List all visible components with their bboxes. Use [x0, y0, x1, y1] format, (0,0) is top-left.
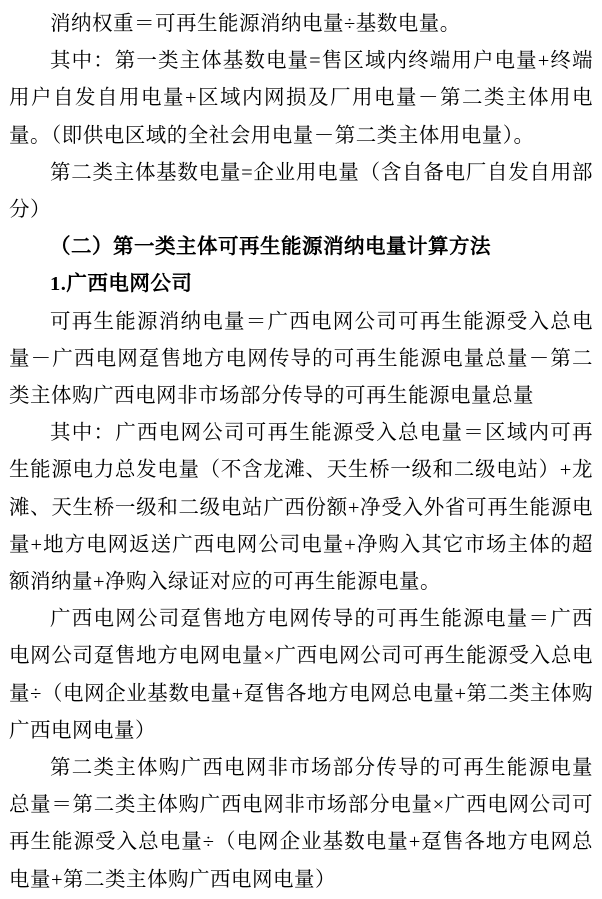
paragraph-class1-base-electricity-formula: 其中：第一类主体基数电量=售区域内终端用户电量+终端用户自发自用电量+区域内网损及厂用电量－第二类主体用电量。（即供电区域的全社会用电量－第二类主体用电量）。 [9, 50, 593, 147]
subsection-heading-guangxi-power-grid: 1.广西电网公司 [50, 273, 193, 296]
section-heading-class1-calculation-method: （二）第一类主体可再生能源消纳电量计算方法 [50, 236, 491, 259]
paragraph-renewable-consumption-formula: 可再生能源消纳电量＝广西电网公司可再生能源受入总电量－广西电网趸售地方电网传导的可再生能源电量总量－第二类主体购广西电网非市场部分传导的可再生能源电量总量 [9, 310, 593, 408]
paragraph-wholesale-local-grid-formula: 广西电网公司趸售地方电网传导的可再生能源电量＝广西电网公司趸售地方电网电量×广西电网公司可再生能源受入总电量÷（电网企业基数电量+趸售各地方电网总电量+第二类主体购广西电网电量） [9, 608, 593, 742]
paragraph-renewable-intake-total-formula: 其中：广西电网公司可再生能源受入总电量＝区域内可再生能源电力总发电量（不含龙滩、天生桥一级和二级电站）+龙滩、天生桥一级和二级电站广西份额+净受入外省可再生能源电量+地方电网返送广西电网公司电量+净购入其它市场主体的超额消纳量+净购入绿证对应的可再生能源电量。 [9, 422, 593, 594]
paragraph-consumption-weight-formula: 消纳权重＝可再生能源消纳电量÷基数电量。 [50, 13, 461, 35]
paragraph-class2-base-electricity-formula: 第二类主体基数电量=企业用电量（含自备电厂自发自用部分） [9, 161, 593, 222]
paragraph-class2-nonmarket-transmitted-formula: 第二类主体购广西电网非市场部分传导的可再生能源电量总量＝第二类主体购广西电网非市场部分电量×广西电网公司可再生能源受入总电量÷（电网企业基数电量+趸售各地方电网总电量+第二类主体购广西电网电量） [9, 757, 593, 891]
